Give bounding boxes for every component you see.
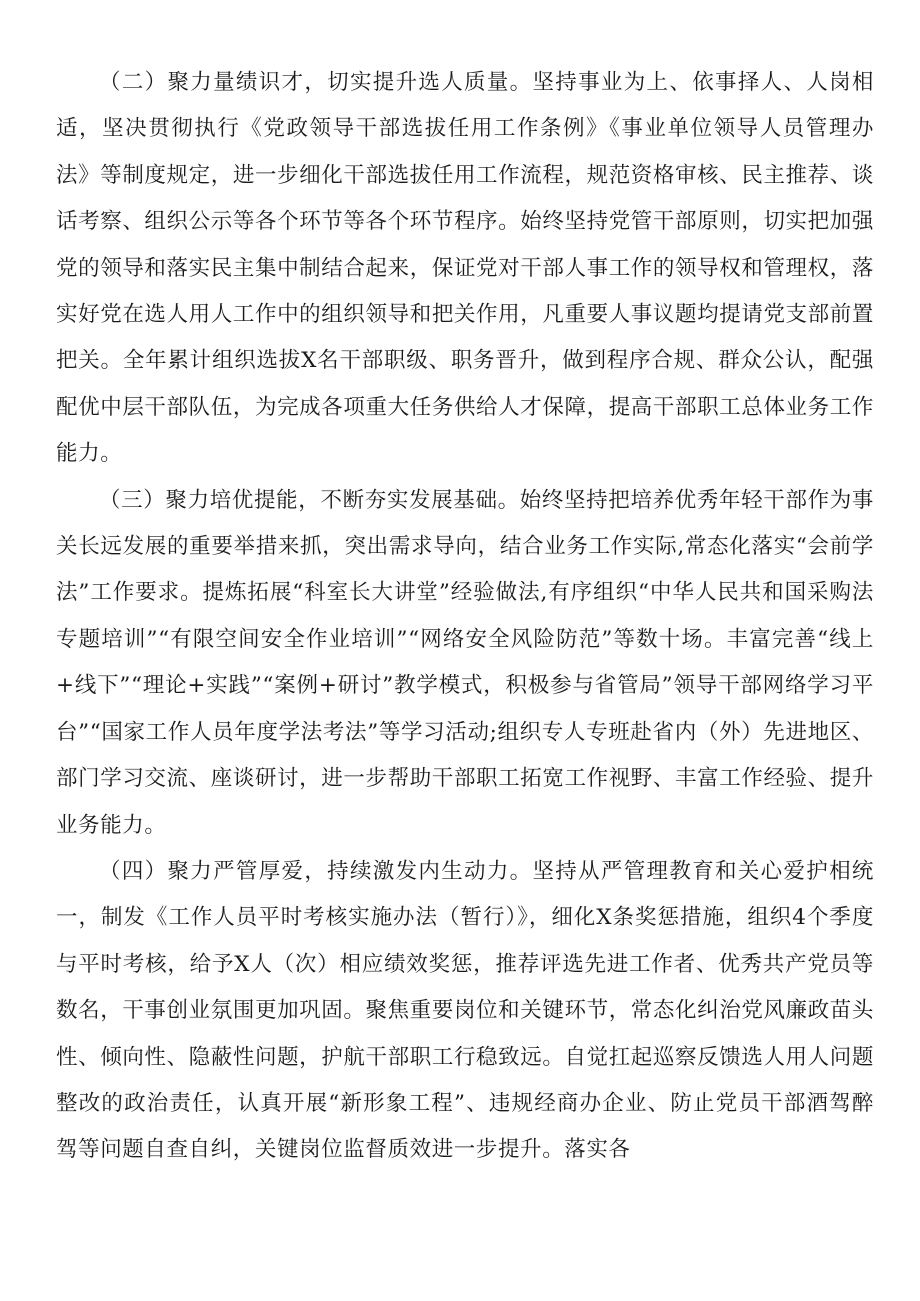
paragraph-cadre-training: （三）聚力培优提能，不断夯实发展基础。始终坚持把培养优秀年轻干部作为事关长远发展的重要举措来抓，突出需求导向，结合业务工作实际,常态化落实“会前学法”工作要求。提炼拓展“科室长大讲堂”经验做法,有序组织“中华人民共和国采购法专题培训”“有限空间安全作业培训”“网络安全风险防范”等数十场。丰富完善“线上+线下”“理论+实践”“案例+研讨”教学模式，积极参与省管局”领导干部网络学习平台”“国家工作人员年度学法考法”等学习活动;组织专人专班赴省内（外）先进地区、部门学习交流、座谈研讨，进一步帮助干部职工拓宽工作视野、丰富工作经验、提升业务能力。 (56, 487, 874, 838)
paragraph-strict-management: （四）聚力严管厚爱，持续激发内生动力。坚持从严管理教育和关心爱护相统一，制发《工作人员平时考核实施办法（暂行）》，细化X条奖惩措施，组织4个季度与平时考核，给予X人（次）相应绩效奖惩，推荐评选先进工作者、优秀共产党员等数名，干事创业氛围更加巩固。聚焦重要岗位和关键环节，常态化纠治党风廉政苗头性、倾向性、隐蔽性问题，护航干部职工行稳致远。自觉扛起巡察反馈选人用人问题整改的政治责任，认真开展“新形象工程”、违规经商办企业、防止党员干部酒驾醉驾等问题自查自纠，关键岗位监督质效进一步提升。落实各 (56, 858, 874, 1163)
document-body (56, 60, 874, 1174)
paragraph-cadre-selection: （二）聚力量绩识才，切实提升选人质量。坚持事业为上、依事择人、人岗相适，坚决贯彻执行《党政领导干部选拔任用工作条例》《事业单位领导人员管理办法》等制度规定，进一步细化干部选拔任用工作流程，规范资格审核、民主推荐、谈话考察、组织公示等各个环节等各个环节程序。始终坚持党管干部原则，切实把加强党的领导和落实民主集中制结合起来，保证党对干部人事工作的领导权和管理权，落实好党在选人用人工作中的组织领导和把关作用，凡重要人事议题均提请党支部前置把关。全年累计组织选拔X名干部职级、职务晋升，做到程序合规、群众公认，配强配优中层干部队伍，为完成各项重大任务供给人才保障，提高干部职工总体业务工作能力。 (56, 70, 874, 467)
